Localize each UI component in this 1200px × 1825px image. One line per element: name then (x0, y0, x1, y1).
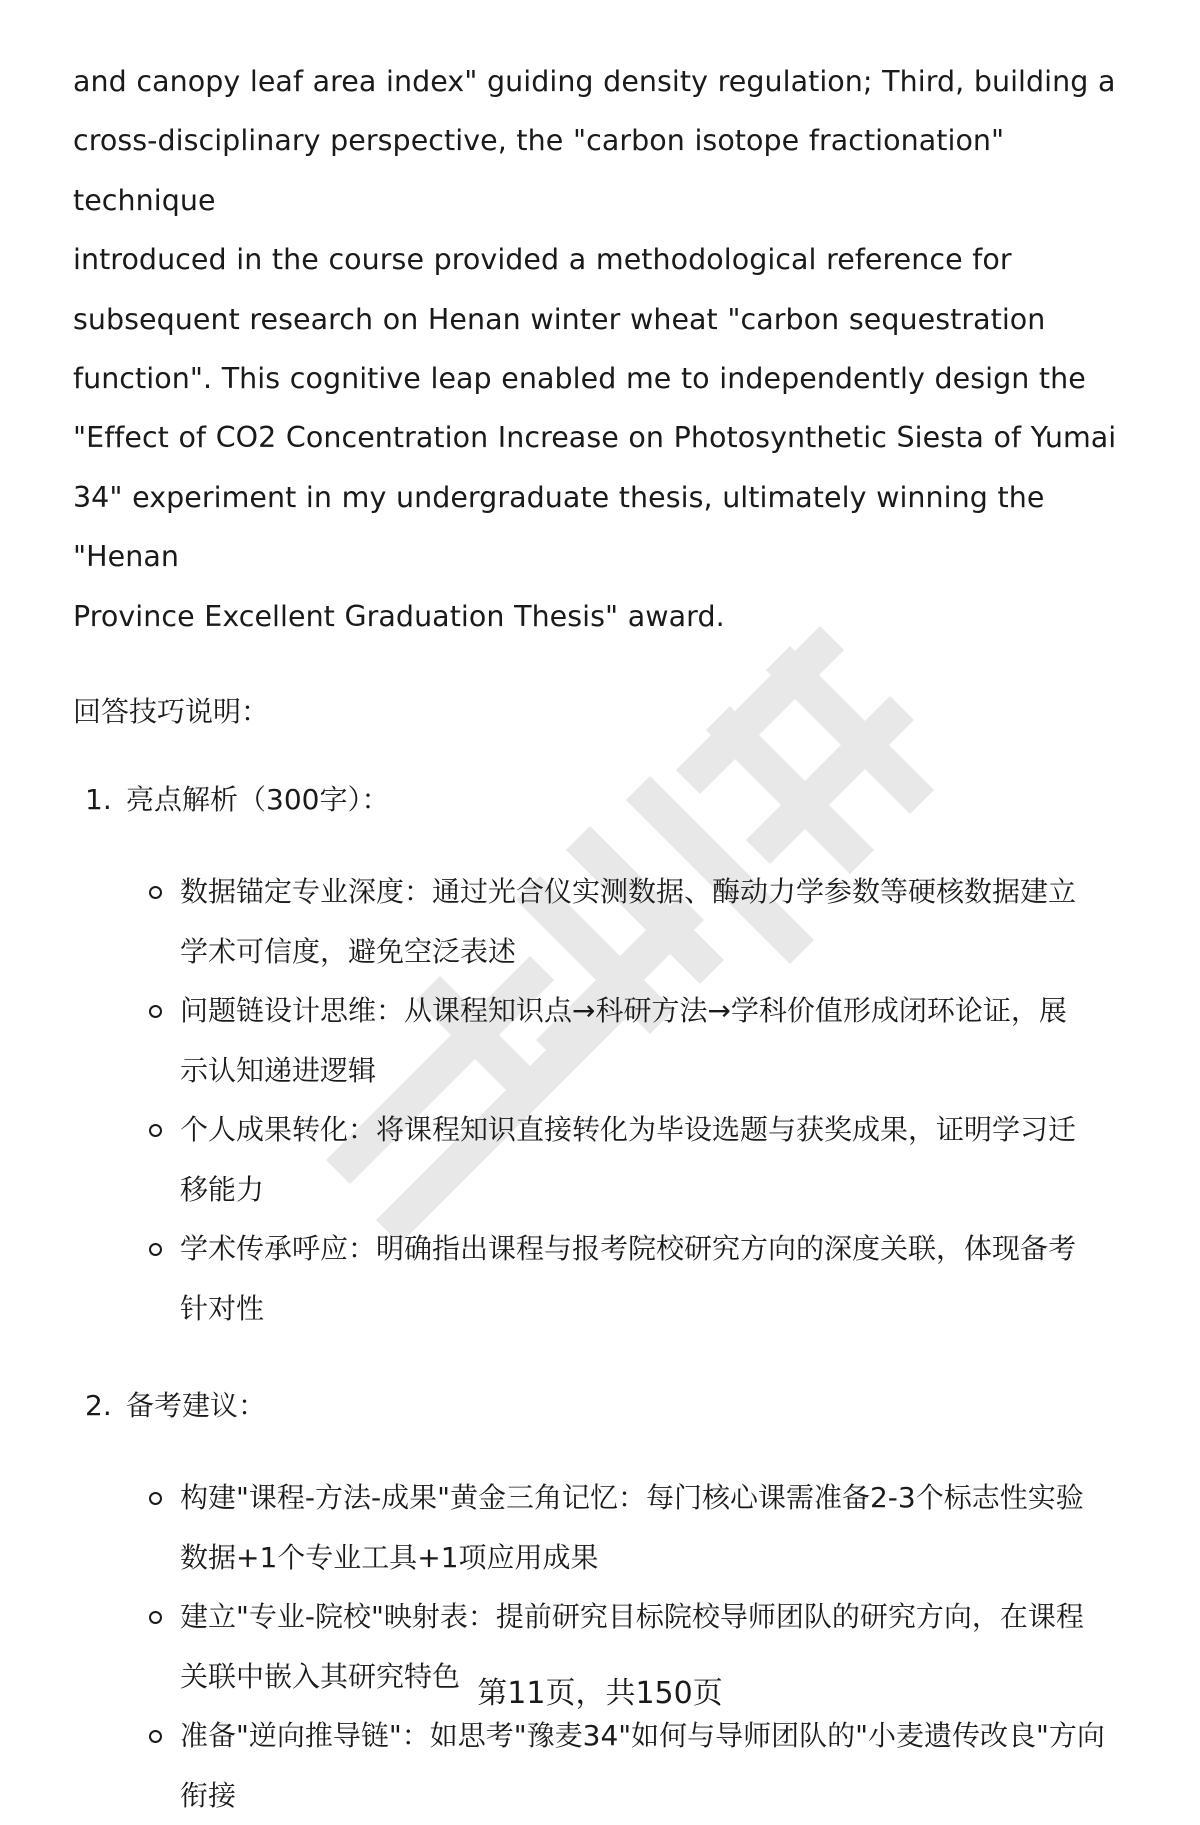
hollow-circle-bullet-icon (149, 1492, 162, 1505)
list-item-title: 亮点解析（300字）： (126, 783, 390, 817)
bullet-line: 关联中嵌入其研究特色 (180, 1659, 461, 1693)
bullet-list (126, 1468, 1153, 1825)
paragraph-line: introduced in the course provided a methodological reference for (73, 243, 1012, 277)
bullet-item (180, 1468, 1153, 1587)
hollow-circle-bullet-icon (149, 1124, 162, 1137)
hollow-circle-bullet-icon (149, 886, 162, 899)
paragraph-line: and canopy leaf area index" guiding density regulation; Third, building a (73, 65, 1116, 98)
paragraph-line: function". This cognitive leap enabled me to independently design the (73, 362, 1086, 396)
section-heading: 回答技巧说明： (73, 695, 270, 729)
bullet-line: 个人成果转化：将课程知识直接转化为毕设选题与获奖成果，证明学习迁 (180, 1113, 1077, 1147)
bullet-line: 学术可信度，避免空泛表述 (180, 934, 517, 968)
hollow-circle-bullet-icon (149, 1730, 162, 1743)
paragraph-line: subsequent research on Henan winter wheat "carbon sequestration (73, 302, 1046, 336)
bullet-line: 构建"课程-方法-成果"黄金三角记忆：每门核心课需准备2-3个标志性实验 (180, 1481, 1084, 1515)
bullet-item (180, 981, 1153, 1100)
bullet-line: 学术传承呼应：明确指出课程与报考院校研究方向的深度关联，体现备考 (180, 1232, 1077, 1266)
bullet-item (180, 1706, 1153, 1825)
bullet-line: 针对性 (180, 1291, 265, 1325)
numbered-list-item (73, 1384, 1153, 1825)
bullet-line: 移能力 (180, 1172, 265, 1206)
bullet-item (180, 1219, 1153, 1338)
body-paragraph (73, 52, 1153, 646)
list-number: 1. (85, 783, 112, 817)
page-number-footer: 第11页，共150页 (477, 1676, 723, 1711)
list-item-title: 备考建议： (126, 1389, 267, 1423)
document-body (73, 52, 1153, 1825)
hollow-circle-bullet-icon (149, 1243, 162, 1256)
bullet-item (180, 1100, 1153, 1219)
bullet-line: 数据+1个专业工具+1项应用成果 (180, 1540, 599, 1574)
numbered-list-item (73, 778, 1153, 1338)
paragraph-line: "Effect of CO2 Concentration Increase on Photosynthetic Siesta of Yumai (73, 421, 1117, 455)
numbered-list (73, 778, 1153, 1825)
bullet-line: 示认知递进逻辑 (180, 1053, 377, 1087)
bullet-list (126, 862, 1153, 1338)
bullet-line: 建立"专业-院校"映射表：提前研究目标院校导师团队的研究方向，在课程 (180, 1600, 1084, 1634)
bullet-line: 问题链设计思维：从课程知识点→科研方法→学科价值形成闭环论证，展 (180, 994, 1067, 1028)
paragraph-line: cross-disciplinary perspective, the "carbon isotope fractionation" technique (73, 124, 1005, 217)
paragraph-line: 34" experiment in my undergraduate thesis, ultimately winning the "Henan (73, 480, 1045, 574)
bullet-line: 衔接 (180, 1778, 237, 1812)
bullet-item (180, 862, 1153, 981)
bullet-line: 准备"逆向推导链"：如思考"豫麦34"如何与导师团队的"小麦遗传改良"方向 (180, 1719, 1105, 1753)
bullet-line: 数据锚定专业深度：通过光合仪实测数据、酶动力学参数等硬核数据建立 (180, 875, 1077, 909)
hollow-circle-bullet-icon (149, 1005, 162, 1018)
list-number: 2. (85, 1389, 112, 1423)
paragraph-line: Province Excellent Graduation Thesis" award. (73, 599, 725, 633)
hollow-circle-bullet-icon (149, 1611, 162, 1624)
